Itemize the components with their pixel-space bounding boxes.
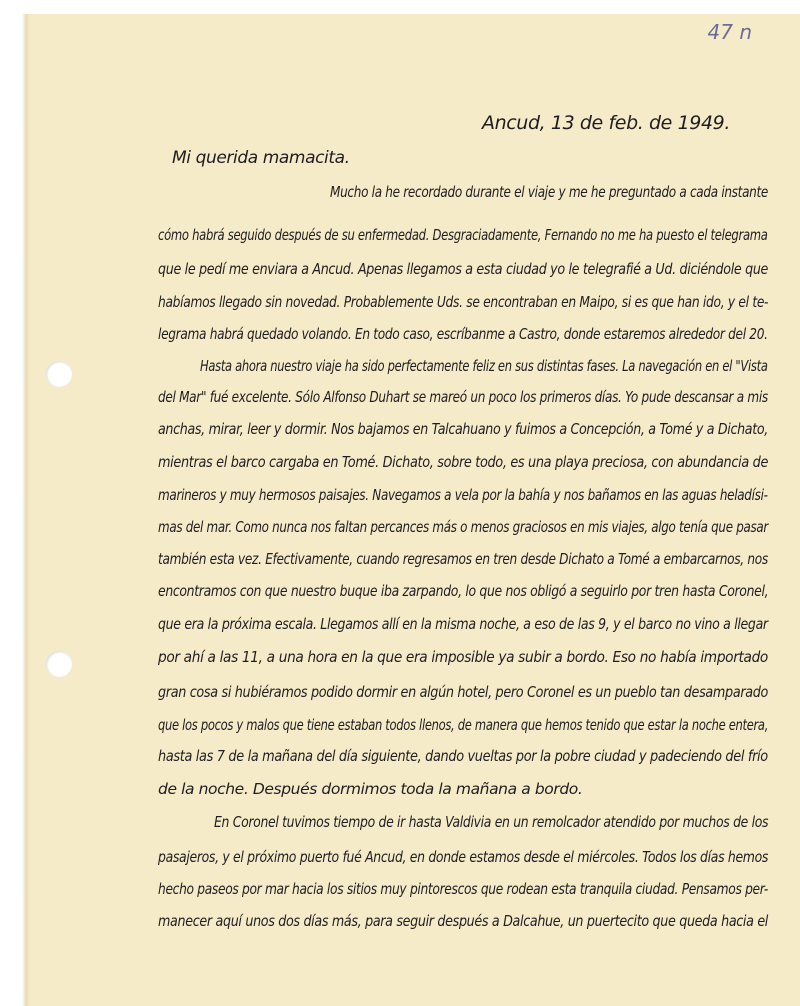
- letter-line: hasta las 7 de la mañana del día siguiente, dando vueltas por la pobre ciudad y padeciendo del frío: [158, 747, 768, 765]
- punch-hole: [46, 361, 72, 387]
- letter-line: que le pedí me enviara a Ancud. Apenas llegamos a esta ciudad yo le telegrafié a Ud. diciéndole que: [158, 260, 769, 278]
- letter-line: hecho paseos por mar hacia los sitios muy pintorescos que rodean esta tranquila ciudad. Pensamos per-: [158, 880, 768, 898]
- letter-line: encontramos con que nuestro buque iba zarpando, lo que nos obligó a seguirlo por tren hasta Coronel,: [158, 582, 769, 600]
- letter-date: Ancud, 13 de feb. de 1949.: [482, 112, 730, 134]
- letter-line: Hasta ahora nuestro viaje ha sido perfectamente feliz en sus distintas fases. La navegación en el "Vista: [200, 357, 768, 375]
- letter-line: anchas, mirar, leer y dormir. Nos bajamos en Talcahuano y fuimos a Concepción, a Tomé y a Dichato,: [158, 420, 769, 438]
- letter-line: del Mar" fué excelente. Sólo Alfonso Duhart se mareó un poco los primeros días. Yo pude descansar a mis: [158, 388, 768, 406]
- letter-line: cómo habrá seguido después de su enfermedad. Desgraciadamente, Fernando no me ha puesto el telegrama: [158, 226, 768, 244]
- letter-line: habíamos llegado sin novedad. Probablemente Uds. se encontraban en Maipo, si es que han ido, y el te-: [158, 293, 769, 311]
- letter-line: marineros y muy hermosos paisajes. Navegamos a vela por la bahía y nos bañamos en las aguas heladísi-: [158, 486, 768, 504]
- letter-line: que era la próxima escala. Llegamos allí en la misma noche, a eso de las 9, y el barco no vino a llegar: [158, 615, 768, 633]
- letter-line: que los pocos y malos que tiene estaban todos llenos, de manera que hemos tenido que estar la noche entera,: [158, 716, 769, 734]
- page-edge: [0, 0, 30, 1006]
- letter-line: de la noche. Después dormimos toda la mañana a bordo.: [158, 780, 583, 798]
- letter-salutation: Mi querida mamacita.: [172, 148, 350, 168]
- letter-line: también esta vez. Efectivamente, cuando regresamos en tren desde Dichato a Tomé a embarcarnos, nos: [158, 550, 768, 568]
- letter-line: mas del mar. Como nunca nos faltan percances más o menos graciosos en mis viajes, algo tenía que pasar: [158, 518, 769, 536]
- punch-hole: [46, 651, 72, 677]
- archive-number: 47 n: [707, 20, 752, 44]
- letter-line: pasajeros, y el próximo puerto fué Ancud, en donde estamos desde el miércoles. Todos los días hemos: [158, 848, 769, 866]
- letter-line: por ahí a las 11, a una hora en la que era imposible ya subir a bordo. Eso no había importado: [158, 648, 768, 666]
- letter-line: legrama habrá quedado volando. En todo caso, escríbanme a Castro, donde estaremos alrededor del 20.: [158, 325, 768, 343]
- letter-line: Mucho la he recordado durante el viaje y me he preguntado a cada instante: [330, 183, 769, 201]
- letter-line: manecer aquí unos dos días más, para seguir después a Dalcahue, un puertecito que queda hacia el: [158, 912, 769, 930]
- letter-line: gran cosa si hubiéramos podido dormir en algún hotel, pero Coronel es un pueblo tan desamparado: [158, 683, 769, 701]
- letter-line: En Coronel tuvimos tiempo de ir hasta Valdivia en un remolcador atendido por muchos de los: [214, 813, 769, 831]
- page-top-margin: [0, 0, 800, 14]
- letter-line: mientras el barco cargaba en Tomé. Dichato, sobre todo, es una playa preciosa, con abundancia de: [158, 453, 769, 471]
